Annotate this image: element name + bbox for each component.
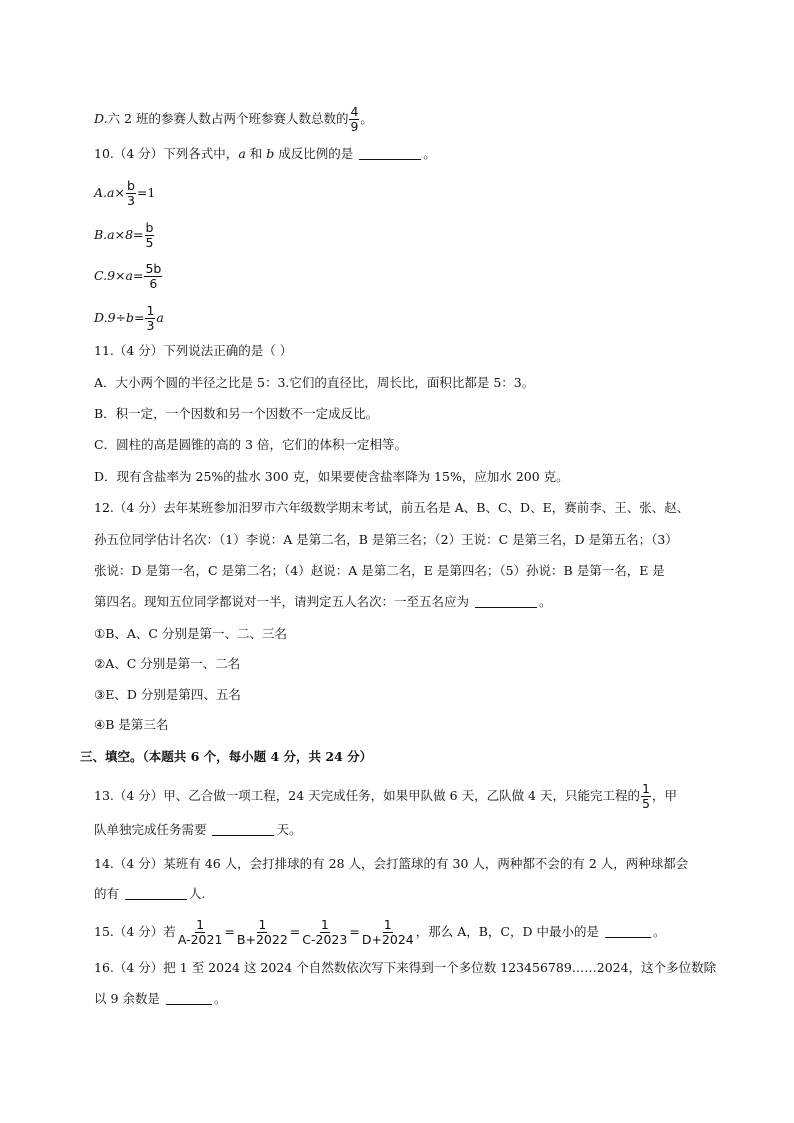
text: 15.（4 分）若 xyxy=(94,924,176,939)
q12-line-4 xyxy=(94,594,552,610)
option-label: A. xyxy=(94,185,108,200)
text: 和 xyxy=(245,146,267,161)
circled-number: ② xyxy=(94,656,106,671)
expr: a× xyxy=(107,185,125,200)
text: 以 9 余数是 xyxy=(94,991,164,1006)
fraction-numerator: 1 xyxy=(642,781,650,796)
item-text: B 是第三名 xyxy=(105,717,169,732)
fraction-denominator: D+2024 xyxy=(361,932,414,947)
section-heading: 三、填空。（本题共 6 个，每小题 4 分，共 24 分） xyxy=(80,749,373,764)
q14-line-2 xyxy=(94,886,205,902)
option-label: B. xyxy=(94,227,108,242)
fraction-denominator: 3 xyxy=(126,193,135,208)
expr: a×8= xyxy=(107,227,144,242)
q12-item-2 xyxy=(94,656,240,672)
punct: 。 xyxy=(213,991,227,1006)
answer-blank[interactable] xyxy=(166,992,212,1005)
circled-number: ① xyxy=(94,626,106,641)
expr: 9×a= xyxy=(107,268,144,283)
q10-stem xyxy=(94,146,436,162)
fraction-denominator: 5 xyxy=(145,235,154,250)
fraction-numerator: 1 xyxy=(320,917,329,932)
item-text: E、D 分别是第四、五名 xyxy=(105,687,241,702)
q12-item-1 xyxy=(94,626,287,642)
q14-line-1: 14.（4 分）某班有 46 人，会打排球的有 28 人，会打篮球的有 30 人，两种都不会的有 2 人，两种球都会 xyxy=(94,856,689,871)
q12-line-1: 12.（4 分）去年某班参加汨罗市六年级数学期末考试，前五名是 A、B、C、D、E，赛前李、王、张、赵、 xyxy=(94,500,690,515)
q12-line-3: 张说：D 是第一名，C 是第二名；（4）赵说：A 是第二名，E 是第四名；（5）孙说：B 是第一名，E 是 xyxy=(94,563,665,578)
answer-blank[interactable] xyxy=(125,887,187,900)
q11-option-a: A．大小两个圆的半径之比是 5：3.它们的直径比，周长比，面积比都是 5：3。 xyxy=(94,375,535,390)
q13-line-1 xyxy=(94,782,677,811)
fraction xyxy=(349,105,359,134)
fraction-denominator: 3 xyxy=(146,318,155,333)
q11-stem: 11.（4 分）下列说法正确的是（ ） xyxy=(94,343,293,358)
q15-line xyxy=(94,918,665,947)
q11-option-d: D．现有含盐率为 25%的盐水 300 克，如果要使含盐率降为 15%，应加水 200 克。 xyxy=(94,469,569,484)
fraction xyxy=(641,782,651,811)
fraction-numerator: 1 xyxy=(383,917,392,932)
fraction-numerator: 5b xyxy=(145,261,162,276)
expr: a xyxy=(156,310,164,325)
fraction-denominator: A-2021 xyxy=(177,932,223,947)
fraction-numerator: 1 xyxy=(196,917,205,932)
fraction xyxy=(126,179,136,208)
fraction-denominator: B+2022 xyxy=(236,932,288,947)
text: 天。 xyxy=(276,822,302,837)
text: ，甲 xyxy=(651,788,677,803)
q12-item-3 xyxy=(94,687,241,703)
punct: 。 xyxy=(360,111,373,126)
expr: 9÷b= xyxy=(107,310,145,325)
fraction-denominator: 6 xyxy=(149,276,158,291)
fraction xyxy=(177,918,224,947)
circled-number: ④ xyxy=(94,717,106,732)
q10-option-c xyxy=(94,262,163,291)
answer-blank[interactable] xyxy=(475,595,537,608)
q16-line-2 xyxy=(94,991,226,1007)
answer-blank[interactable] xyxy=(605,925,651,938)
item-text: B、A、C 分别是第一、二、三名 xyxy=(105,626,287,641)
q12-line-2: 孙五位同学估计名次：（1）李说：A 是第二名，B 是第三名；（2）王说：C 是第三名，D 是第五名；（3） xyxy=(94,532,678,547)
option-label: D. xyxy=(94,310,108,325)
q13-line-2 xyxy=(94,822,302,838)
text: 成反比例的是 xyxy=(274,146,358,161)
item-text: A、C 分别是第一、二名 xyxy=(105,656,241,671)
fraction xyxy=(236,918,289,947)
q11-option-b: B．积一定，一个因数和另一个因数不一定成反比。 xyxy=(94,406,379,421)
fraction-numerator: 1 xyxy=(258,917,267,932)
fraction xyxy=(145,221,155,250)
var-b: b xyxy=(266,146,275,161)
answer-blank[interactable] xyxy=(212,823,274,836)
text: 人. xyxy=(188,886,206,901)
text: ，那么 A，B，C，D 中最小的是 xyxy=(415,924,603,939)
equals: = xyxy=(349,924,360,939)
fraction-numerator: 1 xyxy=(146,303,155,318)
text: 队单独完成任务需要 xyxy=(94,822,211,837)
option-label: C. xyxy=(94,268,108,283)
fraction-denominator: 5 xyxy=(642,796,650,811)
circled-number: ③ xyxy=(94,687,106,702)
q9-option-d xyxy=(94,105,373,134)
punct: 。 xyxy=(538,594,552,609)
var-a: a xyxy=(238,146,246,161)
q10-option-b xyxy=(94,221,155,250)
text: 的有 xyxy=(94,886,123,901)
punct: 。 xyxy=(423,146,436,161)
fraction-numerator: 4 xyxy=(350,104,359,119)
fraction xyxy=(144,262,162,291)
equals: = xyxy=(224,924,235,939)
q11-option-c: C．圆柱的高是圆锥的高的 3 倍，它们的体积一定相等。 xyxy=(94,437,407,452)
text: 13.（4 分）甲、乙合做一项工程，24 天完成任务，如果甲队做 6 天，乙队做 4 天，只能完工程的 xyxy=(94,788,640,803)
fraction-numerator: b xyxy=(126,178,135,193)
option-label: D. xyxy=(94,111,108,126)
fraction-denominator: C-2023 xyxy=(302,932,348,947)
q12-item-4 xyxy=(94,717,168,733)
text: 第四名。现知五位同学都说对一半，请判定五人名次：一至五名应为 xyxy=(94,594,473,609)
option-text: 六 2 班的参赛人数占两个班参赛人数总数的 xyxy=(107,111,349,126)
q10-option-a xyxy=(94,179,155,208)
punct: 。 xyxy=(652,924,666,939)
q16-line-1: 16.（4 分）把 1 至 2024 这 2024 个自然数依次写下来得到一个多位数 123456789……2024，这个多位数除 xyxy=(94,960,717,975)
fraction-numerator: b xyxy=(145,220,154,235)
fraction-denominator: 9 xyxy=(350,119,359,134)
fraction xyxy=(145,304,155,333)
answer-blank[interactable] xyxy=(359,147,421,160)
fraction xyxy=(361,918,415,947)
question-stem: 10.（4 分）下列各式中， xyxy=(94,146,239,161)
q10-option-d xyxy=(94,304,164,333)
expr: =1 xyxy=(136,185,156,200)
fraction xyxy=(301,918,348,947)
equals: = xyxy=(289,924,301,939)
